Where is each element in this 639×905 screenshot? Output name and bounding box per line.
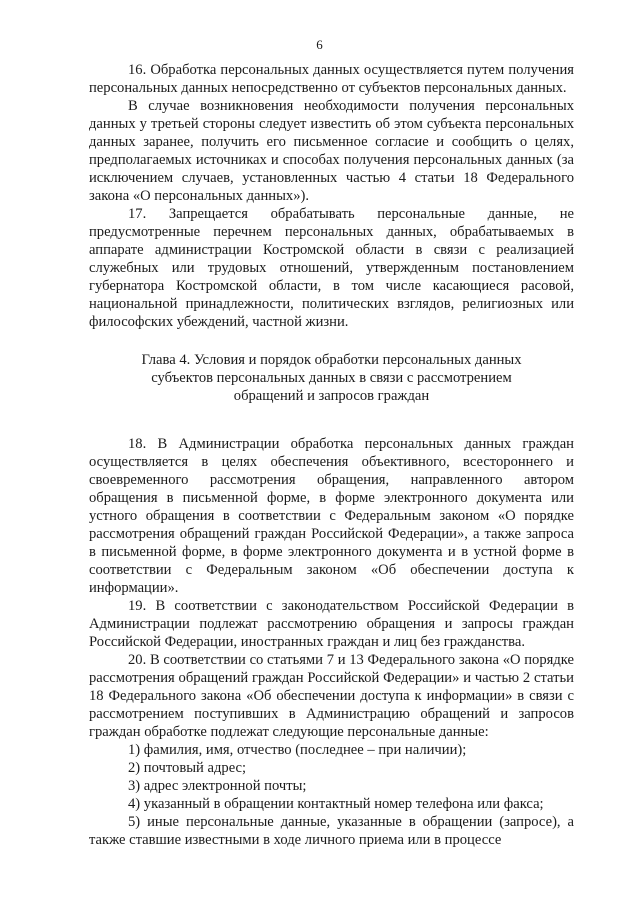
paragraph-19: 19. В соответствии с законодательством Российской Федерации в Администрации подлежат рассмотрению обращения и запросы граждан Российской Федерации, иностранных граждан и лиц без гражданства. xyxy=(89,598,574,650)
paragraph-20: 20. В соответствии со статьями 7 и 13 Федерального закона «О порядке рассмотрения обращений граждан Российской Федерации» и частью 2 статьи 18 Федерального закона «Об обеспечении доступа к информации» в связи с рассмотрением поступивших в Администрацию обращений и запросов граждан обработке подлежат следующие персональные данные: xyxy=(89,652,574,740)
document-body xyxy=(89,61,574,849)
list-item-1: 1) фамилия, имя, отчество (последнее – при наличии); xyxy=(128,742,467,758)
paragraph-16: 16. Обработка персональных данных осуществляется путем получения персональных данных непосредственно от субъектов персональных данных. xyxy=(89,62,574,96)
chapter-heading-line-1: Глава 4. Условия и порядок обработки персональных данных xyxy=(141,352,522,368)
list-item-5: 5) иные персональные данные, указанные в обращении (запросе), а также ставшие известными в ходе личного приема или в процессе xyxy=(89,814,574,848)
chapter-heading-line-2: субъектов персональных данных в связи с рассмотрением xyxy=(151,370,512,386)
paragraph-17: 17. Запрещается обрабатывать персональные данные, не предусмотренные перечнем персональных данных, обрабатываемых в аппарате администрации Костромской области в связи с реализацией служебных или трудовых отношений, утвержденным постановлением губернатора Костромской области, в том числе касающиеся расовой, национальной принадлежности, политических взглядов, религиозных или философских убеждений, частной жизни. xyxy=(89,206,574,330)
list-item-4: 4) указанный в обращении контактный номер телефона или факса; xyxy=(128,796,544,812)
chapter-heading xyxy=(89,351,574,405)
chapter-heading-line-3: обращений и запросов граждан xyxy=(233,388,430,404)
paragraph-18: 18. В Администрации обработка персональных данных граждан осуществляется в целях обеспечения объективного, всестороннего и своевременного рассмотрения обращения, направленного автором обращения в письменной форме, в форме электронного документа или устного обращения в соответствии с Федеральным законом «О порядке рассмотрения обращений граждан Российской Федерации», а также запроса в письменной форме, в форме электронного документа и в устной форме в соответствии с Федеральным законом «Об обеспечении доступа к информации». xyxy=(89,436,574,596)
paragraph-16-continuation: В случае возникновения необходимости получения персональных данных у третьей стороны следует известить об этом субъекта персональных данных заранее, получить его письменное согласие и сообщить о целях, предполагаемых источниках и способах получения персональных данных (за исключением случаев, установленных частью 4 статьи 18 Федерального закона «О персональных данных»). xyxy=(89,98,574,204)
list-item-3: 3) адрес электронной почты; xyxy=(128,778,307,794)
page-number: 6 xyxy=(316,37,323,52)
list-item-2: 2) почтовый адрес; xyxy=(128,760,247,776)
